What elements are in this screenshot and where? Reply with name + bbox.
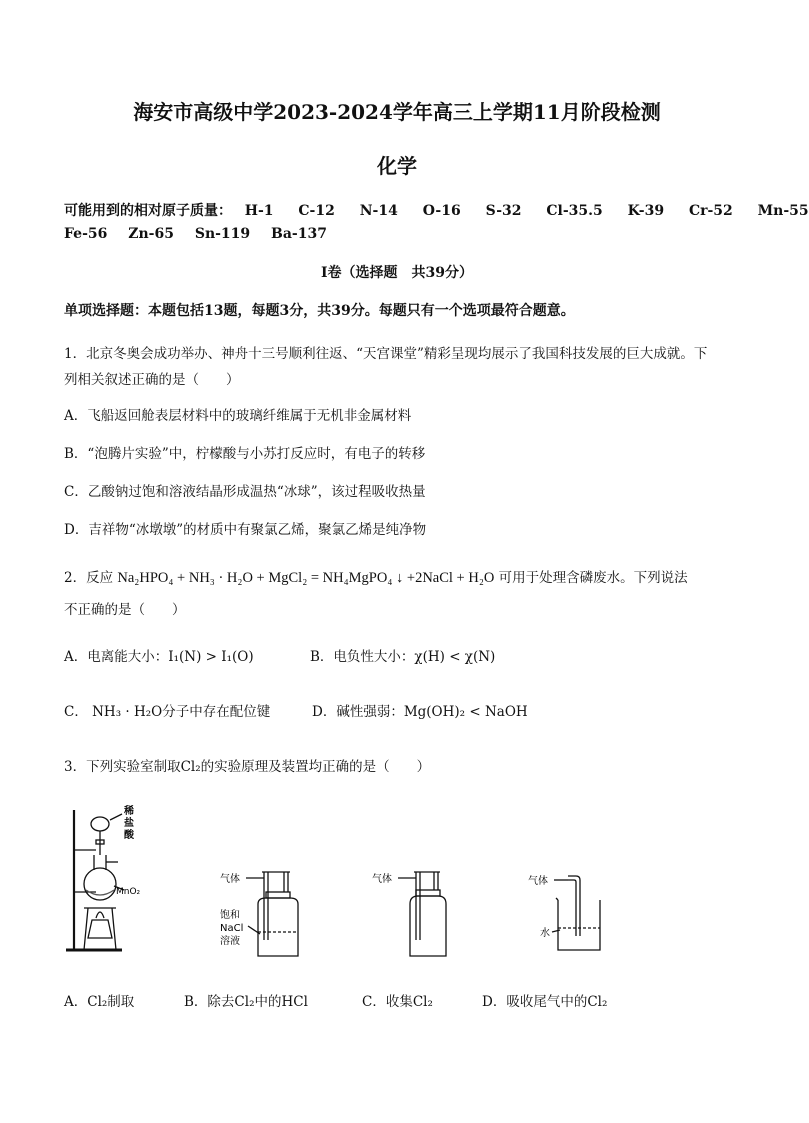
mass-item: K-39 (627, 203, 665, 219)
q3-stem: 3．下列实验室制取Cl₂的实验原理及装置均正确的是（ ） (64, 759, 431, 775)
subject-title: 化学 (377, 154, 417, 178)
chlorine-generator-diagram (62, 800, 172, 960)
washing-bottle-diagram (218, 860, 308, 960)
caption-b: B．除去Cl₂中的HCl (184, 994, 308, 1010)
section-instruction: 单项选择题：本题包括13题，每题3分，共39分。每题只有一个选项最符合题意。 (64, 303, 575, 319)
label-water-d: 水 (540, 928, 550, 939)
q1-stem-line1: 1．北京冬奥会成功举办、神舟十三号顺利往返、“天宫课堂”精彩呈现均展示了我国科技发展的巨大成就。下 (64, 346, 708, 362)
label-liquid-b-3: 溶液 (220, 936, 240, 947)
q2-option-a: A．电离能大小：I₁(N) > I₁(O) (64, 649, 254, 665)
q1-option-c: C．乙酸钠过饱和溶液结晶形成温热“冰球”，该过程吸收热量 (64, 484, 426, 500)
label-acid-1: 稀 (124, 806, 134, 817)
label-acid-3: 酸 (124, 830, 134, 841)
atomic-masses-line1 (64, 200, 809, 220)
q1-option-b: B．“泡腾片实验”中，柠檬酸与小苏打反应时，有电子的转移 (64, 446, 426, 462)
q2-option-c: C． NH₃ · H₂O分子中存在配位键 (64, 704, 271, 720)
mass-item: N-14 (359, 203, 398, 219)
mass-item: Sn-119 (194, 226, 251, 242)
exam-title: 海安市高级中学2023-2024学年高三上学期11月阶段检测 (133, 100, 661, 124)
q2-stem-prefix: 2．反应 (64, 570, 114, 586)
label-liquid-b-2: NaCl (220, 923, 244, 934)
mass-item: Cl-35.5 (546, 203, 603, 219)
label-gas-b: 气体 (220, 874, 240, 885)
q1-stem-line2: 列相关叙述正确的是（ ） (64, 372, 240, 388)
q2-stem-suffix: 可用于处理含磷废水。下列说法 (498, 570, 688, 586)
mass-item: C-12 (298, 203, 335, 219)
figure-b-apparatus (218, 860, 308, 960)
mass-item: Ba-137 (271, 226, 327, 242)
figure-d-apparatus (528, 866, 608, 956)
atomic-masses-line2 (64, 226, 327, 242)
q1-option-a: A．飞船返回舱表层材料中的玻璃纤维属于无机非金属材料 (64, 408, 412, 424)
q2-stem-line1 (64, 566, 688, 587)
caption-a: A．Cl₂制取 (64, 994, 135, 1010)
caption-c: C．收集Cl₂ (362, 994, 433, 1010)
mass-item: Zn-65 (128, 226, 174, 242)
figure-c-apparatus (372, 860, 452, 960)
figure-a-apparatus (62, 800, 172, 960)
mass-item: Fe-56 (64, 226, 108, 242)
label-acid-2: 盐 (124, 818, 134, 829)
label-gas-d: 气体 (528, 876, 548, 887)
caption-d: D．吸收尾气中的Cl₂ (482, 994, 608, 1010)
label-mno2: MnO₂ (116, 887, 141, 897)
label-liquid-b-1: 饱和 (220, 910, 240, 921)
section-heading: Ⅰ卷（选择题 共39分） (320, 265, 474, 281)
q1-option-d: D．吉祥物“冰墩墩”的材质中有聚氯乙烯，聚氯乙烯是纯净物 (64, 522, 427, 538)
mass-item: Mn-55 (757, 203, 809, 219)
label-gas-c: 气体 (372, 874, 392, 885)
mass-item: S-32 (485, 203, 522, 219)
q2-stem-line2: 不正确的是（ ） (64, 602, 186, 618)
mass-item: H-1 (244, 203, 274, 219)
absorption-beaker-diagram (528, 866, 608, 956)
mass-item: Cr-52 (688, 203, 733, 219)
q2-option-d: D．碱性强弱：Mg(OH)₂ < NaOH (312, 704, 528, 720)
q2-option-b: B．电负性大小：χ(H) < χ(N) (310, 649, 496, 665)
mass-item: O-16 (422, 203, 461, 219)
atomic-masses-label: 可能用到的相对原子质量： (64, 203, 232, 219)
q2-equation: Na₂HPO₄ + NH₃ · H₂O + MgCl₂ = NH₄MgPO₄ ↓ +2NaCl + H₂O (117, 570, 495, 586)
collecting-bottle-diagram (372, 860, 452, 960)
